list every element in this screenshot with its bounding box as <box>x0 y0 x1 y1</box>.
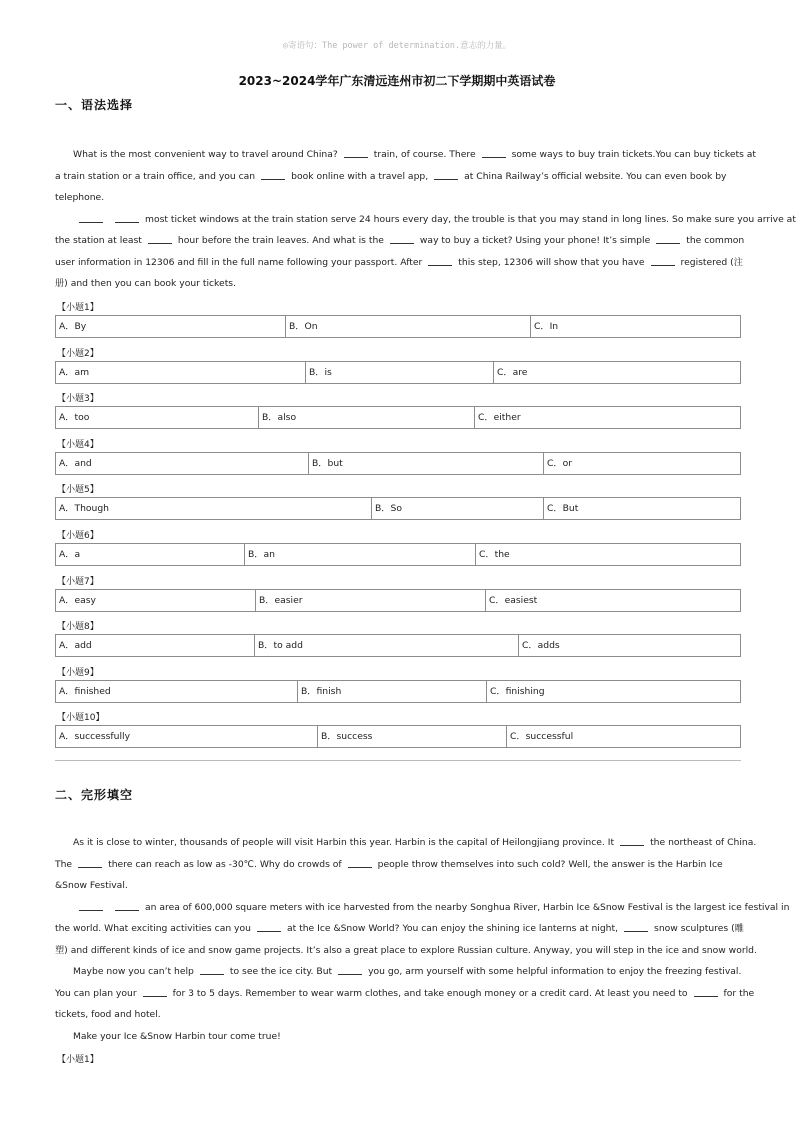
passage-text: an area of 600,000 square meters with ice harvested from the nearby Songhua River, Harbin Ice &Snow Festival is the largest ice festival in <box>145 901 790 913</box>
passage-line <box>55 1004 740 1026</box>
answer-option[interactable]: C．are <box>493 362 740 383</box>
passage-line <box>55 918 744 940</box>
options-row <box>55 406 741 429</box>
passage-line <box>55 1026 740 1048</box>
passage-text: the world. What exciting activities can you <box>55 923 251 934</box>
answer-blank[interactable] <box>79 900 103 911</box>
answer-option[interactable]: A．By <box>59 321 87 332</box>
passage-text: book online with a travel app, <box>291 170 429 182</box>
passage-text: As it is close to winter, thousands of people will visit Harbin this year. Harbin is the capital of Heilongjiang province. It <box>73 837 615 848</box>
question-label: 【小题2】 <box>57 348 99 359</box>
passage-text: telephone. <box>55 192 105 203</box>
answer-blank[interactable] <box>79 212 103 223</box>
answer-blank[interactable] <box>115 900 139 911</box>
passage-text: the station at least <box>55 235 142 246</box>
options-row <box>55 497 741 520</box>
passage-text: Make your Ice &Snow Harbin tour come true! <box>73 1030 281 1042</box>
passage-line <box>55 983 755 1005</box>
answer-option[interactable]: A．too <box>59 412 90 424</box>
answer-blank[interactable] <box>115 212 139 223</box>
answer-option[interactable]: B．easier <box>255 590 485 611</box>
passage-text: train, of course. There <box>373 149 476 160</box>
passage-text: registered (注 <box>680 256 743 268</box>
answer-blank[interactable] <box>390 233 414 244</box>
answer-blank[interactable] <box>428 255 452 266</box>
question-label: 【小题1】 <box>57 303 99 313</box>
passage-grammar <box>55 144 796 295</box>
passage-line <box>55 209 796 231</box>
passage-text: What is the most convenient way to travel around China? <box>73 149 338 160</box>
passage-line <box>55 961 740 983</box>
answer-blank[interactable] <box>344 147 368 158</box>
answer-option[interactable]: C．successful <box>506 726 740 747</box>
answer-option[interactable]: A．successfully <box>59 731 131 743</box>
options-row <box>55 543 741 566</box>
answer-option[interactable]: C．In <box>530 316 740 337</box>
passage-text: you go, arm yourself with some helpful information to enjoy the freezing festival. <box>368 966 742 977</box>
question-label: 【小题3】 <box>57 394 99 405</box>
answer-option[interactable]: A．am <box>59 366 90 378</box>
question-label: 【小题4】 <box>57 439 99 450</box>
passage-line <box>55 854 740 876</box>
page-title: 2023~2024学年广东清远连州市初二下学期期中英语试卷 <box>238 74 556 88</box>
answer-blank[interactable] <box>656 233 680 244</box>
answer-option[interactable]: A．easy <box>59 594 96 606</box>
answer-option[interactable]: B．finish <box>297 681 486 702</box>
question-label: 【小题7】 <box>57 576 99 587</box>
answer-option[interactable]: A．add <box>59 640 92 652</box>
answer-option[interactable]: B．On <box>285 316 530 337</box>
answer-blank[interactable] <box>620 835 644 846</box>
answer-option[interactable]: C．But <box>543 498 740 519</box>
answer-option[interactable]: B．an <box>244 544 475 565</box>
passage-text: Maybe now you can’t help <box>73 966 194 977</box>
answer-option[interactable]: B．is <box>305 362 493 383</box>
passage-text: 塑) and different kinds of ice and snow game projects. It’s also a great place to explore Russian culture. Anyway, you will step in the ice and snow world. <box>55 944 757 956</box>
passage-text: for the <box>723 987 755 999</box>
passage-text: a train station or a train office, and you can <box>55 170 256 182</box>
answer-blank[interactable] <box>694 986 718 997</box>
passage-line <box>55 187 740 209</box>
answer-blank[interactable] <box>482 147 506 158</box>
answer-option[interactable]: A．a <box>59 549 81 560</box>
answer-blank[interactable] <box>434 169 458 180</box>
answer-option[interactable]: C．easiest <box>485 590 740 611</box>
passage-text: snow sculptures (雕 <box>654 923 744 934</box>
answer-option[interactable]: C．finishing <box>486 681 740 702</box>
options-row <box>55 452 741 475</box>
question-label: 【小题6】 <box>57 531 99 541</box>
passage-text: this step, 12306 will show that you have <box>458 256 645 268</box>
passage-text: &Snow Festival. <box>55 880 128 891</box>
question-label: 【小题1】 <box>57 1055 99 1065</box>
passage-line <box>55 273 740 295</box>
question-label: 【小题5】 <box>57 485 99 496</box>
answer-blank[interactable] <box>148 233 172 244</box>
passage-line <box>55 875 740 897</box>
options-row <box>55 634 741 657</box>
passage-text: way to buy a ticket? Using your phone! It’s simple <box>419 235 651 246</box>
passage-text: hour before the train leaves. And what is the <box>177 235 384 246</box>
passage-text: user information in 12306 and fill in the full name following your passport. After <box>55 256 423 268</box>
section-divider <box>55 760 741 761</box>
answer-option[interactable]: C．either <box>474 407 740 428</box>
question-label: 【小题8】 <box>57 622 99 633</box>
answer-option[interactable]: A．Though <box>59 503 110 515</box>
answer-blank[interactable] <box>624 921 648 932</box>
answer-option[interactable]: B．success <box>317 726 506 747</box>
section-heading-grammar: 一、语法选择 <box>55 98 134 112</box>
passage-line <box>55 940 757 962</box>
passage-text: tickets, food and hotel. <box>55 1009 161 1020</box>
question-label: 【小题9】 <box>57 667 99 678</box>
options-row <box>55 361 741 384</box>
answer-blank[interactable] <box>143 986 167 997</box>
passage-text: You can plan your <box>55 987 137 999</box>
answer-blank[interactable] <box>257 921 281 932</box>
options-row <box>55 680 741 703</box>
passage-line <box>55 230 745 252</box>
answer-blank[interactable] <box>338 964 362 975</box>
answer-blank[interactable] <box>78 857 102 868</box>
answer-blank[interactable] <box>261 169 285 180</box>
question-label: 【小题10】 <box>57 713 105 724</box>
passage-text: 册) and then you can book your tickets. <box>55 278 236 289</box>
answer-option[interactable]: B．but <box>308 453 543 474</box>
passage-text: the northeast of China. <box>650 837 757 848</box>
options-row <box>55 725 741 748</box>
answer-option[interactable]: B．to add <box>254 635 518 656</box>
section-heading-cloze: 二、完形填空 <box>55 788 134 802</box>
passage-text: for 3 to 5 days. Remember to wear warm clothes, and take enough money or a credit card. At least you need to <box>172 987 688 999</box>
answer-option[interactable]: C．or <box>543 453 740 474</box>
passage-line <box>55 832 757 854</box>
passage-line <box>55 252 743 274</box>
passage-text: at the Ice &Snow World? You can enjoy the shining ice lanterns at night, <box>286 923 619 934</box>
options-row <box>55 589 741 612</box>
passage-text: to see the ice city. But <box>229 966 333 977</box>
options-row <box>55 315 741 338</box>
passage-text: The <box>55 858 73 870</box>
answer-option[interactable]: B．also <box>258 407 474 428</box>
passage-text: there can reach as low as -30℃. Why do crowds of <box>108 858 342 870</box>
passage-text: the common <box>686 235 745 246</box>
passage-text: at China Railway’s official website. You can even book by <box>464 170 727 182</box>
answer-option[interactable]: A．and <box>59 457 92 469</box>
passage-text: people throw themselves into such cold? Well, the answer is the Harbin Ice <box>377 858 723 870</box>
passage-text: some ways to buy train tickets.You can buy tickets at <box>511 149 757 160</box>
answer-option[interactable]: A．finished <box>59 685 111 697</box>
answer-blank[interactable] <box>651 255 675 266</box>
answer-blank[interactable] <box>348 857 372 868</box>
answer-option[interactable]: B．So <box>371 498 543 519</box>
passage-line <box>55 897 790 919</box>
answer-option[interactable]: C．adds <box>518 635 740 656</box>
header-motto: ◎寄语句：The power of determination.意志的力量。 <box>282 41 512 51</box>
passage-text: most ticket windows at the train station serve 24 hours every day, the trouble is that you may stand in long lines. So make sure you arrive at <box>145 213 796 225</box>
passage-line <box>55 166 740 188</box>
answer-option[interactable]: C．the <box>475 544 740 565</box>
passage-line <box>55 144 757 166</box>
passage-cloze <box>55 832 790 1047</box>
answer-blank[interactable] <box>200 964 224 975</box>
